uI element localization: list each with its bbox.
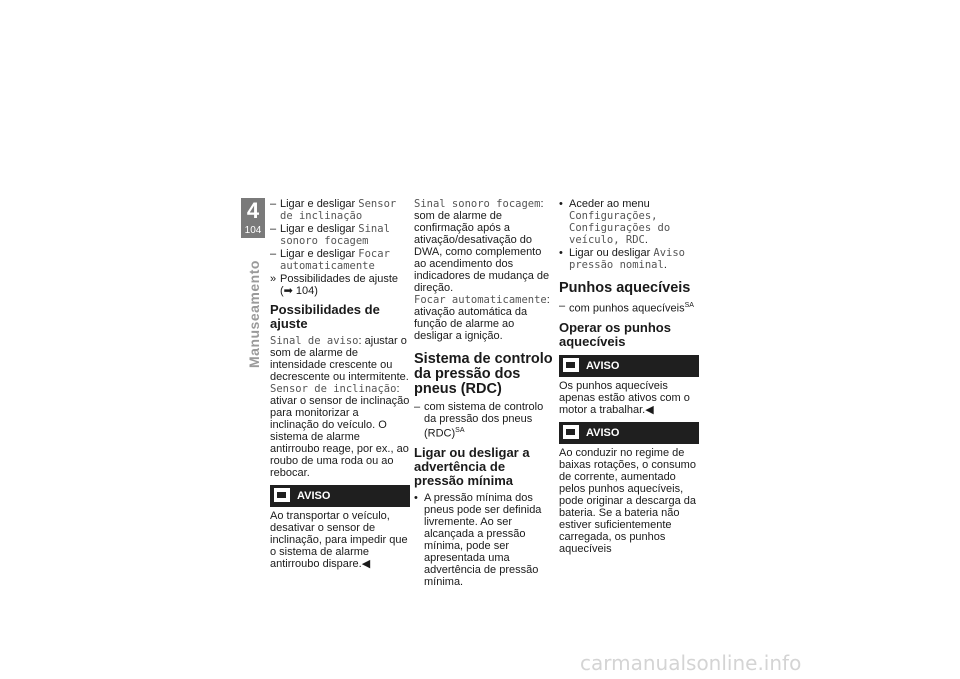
cross-reference-link[interactable]: » Possibilidades de ajuste (➡ 104): [270, 273, 399, 297]
chapter-number: 4: [246, 198, 260, 223]
chapter-side-label: Manuseamento: [246, 260, 262, 368]
paragraph: Focar automaticamente: ativação automática da função de alarme ao desligar a ignição.: [414, 294, 550, 342]
warning-banner: AVISO: [559, 422, 699, 444]
section-heading: Possibilidades de ajuste: [270, 302, 380, 331]
subsection-heading: Operar os punhos aquecíveis: [559, 319, 671, 349]
warning-text: Ao conduzir no regime de baixas rotações, o consumo de corrente, aumentado pelos punhos aquecíveis, pode originar a descarga da bateria. Se a bateria não estiver suficientemente carregada, os punhos aquecíveis: [559, 446, 696, 555]
warning-text: Ao transportar o veículo, desativar o sensor de inclinação, para impedir que o sistema de alarme antirroubo dispare.◀: [270, 510, 408, 570]
warning-hand-icon: [274, 488, 290, 502]
column-2: [414, 198, 554, 589]
column-1: [270, 198, 410, 570]
list-item: – Ligar e desligar Sinal sonoro focagem: [270, 223, 390, 247]
list-item: – Ligar e desligar Sensor de inclinação: [270, 198, 397, 222]
warning-banner: AVISO: [559, 355, 699, 377]
warning-hand-icon: [563, 425, 579, 439]
subsection-heading: Ligar ou desligar a advertência de pressão mínima: [414, 444, 530, 488]
chapter-tab: [241, 198, 265, 238]
page-number: 104: [244, 225, 262, 236]
warning-text: Os punhos aquecíveis apenas estão ativos com o motor a trabalhar.◀: [559, 379, 690, 416]
list-item: – com punhos aquecíveis$^{SA}$: [559, 300, 694, 315]
paragraph: Sinal de aviso: ajustar o som de alarme de intensidade crescente ou decrescente ou intermitente.: [270, 335, 409, 383]
section-heading: Sistema de controlo da pressão dos pneus (RDC): [414, 351, 553, 397]
warning-banner: AVISO: [270, 485, 410, 507]
paragraph: Sensor de inclinação: ativar o sensor de inclinação para monitorizar a inclinação do veículo. O sistema de alarme antirroubo reage, por ex., ao roubo de uma roda ou ao rebocar.: [270, 383, 410, 479]
column-3: [559, 198, 699, 555]
section-heading: Punhos aquecíveis: [559, 280, 691, 296]
paragraph: Sinal sonoro focagem: som de alarme de confirmação após a ativação/desativação do DWA, como complemento ao acendimento dos indicadores de mudança de direção.: [414, 198, 550, 294]
list-item: – Ligar e desligar Focar automaticamente: [270, 248, 390, 272]
watermark: carmanualsonline.info: [580, 651, 802, 675]
warning-hand-icon: [563, 358, 579, 372]
list-item: • Ligar ou desligar Aviso pressão nominal.: [559, 247, 685, 271]
list-item: – com sistema de controlo da pressão dos pneus (RDC)$^{SA}$: [414, 401, 544, 440]
list-item: • A pressão mínima dos pneus pode ser definida livremente. Ao ser alcançada a pressão mínima, pode ser apresentada uma advertência de pressão mínima.: [414, 491, 542, 588]
list-item: • Aceder ao menu Configurações, Configurações do veículo, RDC.: [559, 198, 671, 246]
